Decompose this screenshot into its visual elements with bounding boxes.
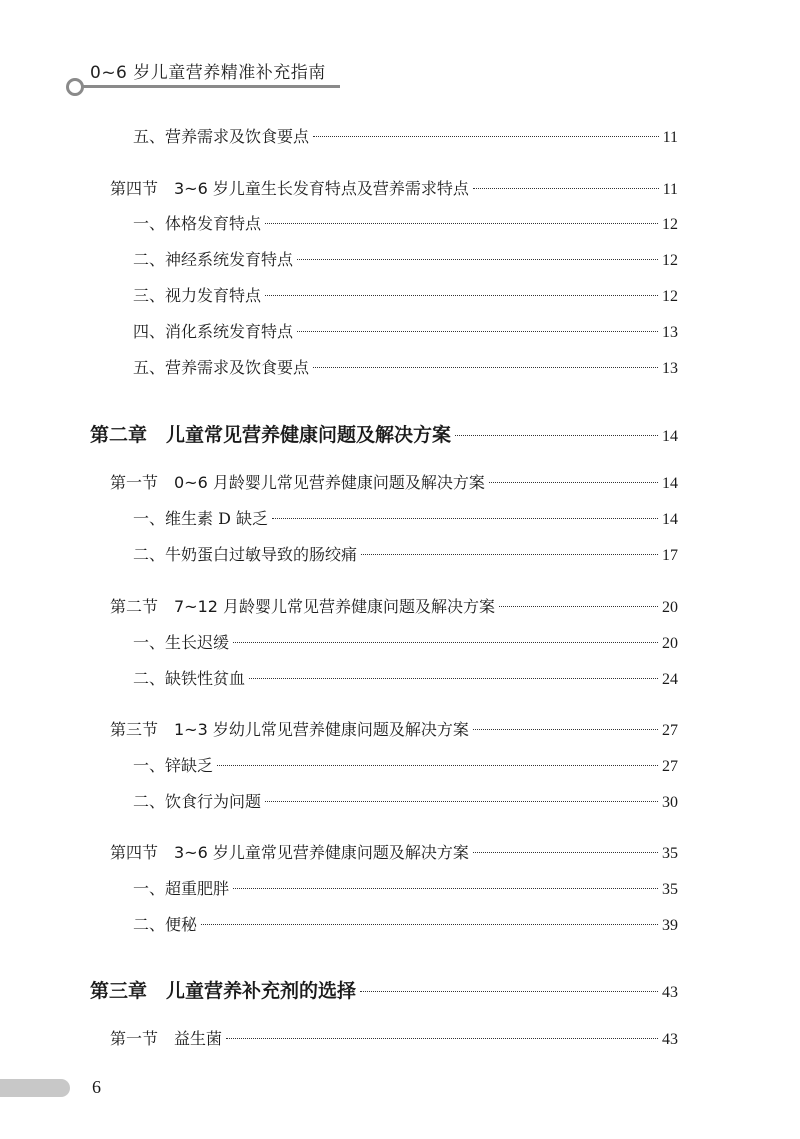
- toc-entry-title: 二、牛奶蛋白过敏导致的肠绞痛: [133, 545, 358, 564]
- toc-entry[interactable]: [133, 124, 678, 147]
- dot-leader: [226, 1038, 658, 1039]
- toc-entry-page: 20: [662, 635, 678, 652]
- toc-section[interactable]: [110, 1026, 678, 1049]
- dot-leader: [360, 991, 658, 992]
- dot-leader: [473, 729, 658, 730]
- toc-entry-page: 12: [662, 216, 678, 233]
- toc-entry[interactable]: [133, 355, 678, 378]
- toc-entry-title: 第一节 0~6 月龄婴儿常见营养健康问题及解决方案: [110, 473, 485, 492]
- dot-leader: [455, 435, 658, 436]
- toc-entry-page: 14: [662, 511, 678, 528]
- toc-entry-page: 27: [662, 722, 678, 739]
- toc-entry-title: 四、消化系统发育特点: [133, 322, 294, 341]
- toc-entry[interactable]: [133, 753, 678, 776]
- toc-entry-title: 一、锌缺乏: [133, 756, 214, 775]
- dot-leader: [499, 606, 658, 607]
- toc-entry-page: 14: [662, 428, 678, 445]
- dot-leader: [313, 367, 658, 368]
- toc-entry-page: 13: [662, 324, 678, 341]
- header-rule: [80, 85, 340, 88]
- toc-section[interactable]: [110, 717, 678, 740]
- toc-entry[interactable]: [133, 283, 678, 306]
- toc-chapter[interactable]: [90, 420, 678, 447]
- toc-entry[interactable]: [133, 876, 678, 899]
- toc-entry-title: 二、缺铁性贫血: [133, 669, 246, 688]
- toc-entry-page: 13: [662, 360, 678, 377]
- toc-entry[interactable]: [133, 506, 678, 529]
- dot-leader: [265, 801, 658, 802]
- toc-entry-page: 43: [662, 984, 678, 1001]
- running-header-title: 0~6 岁儿童营养精准补充指南: [90, 63, 326, 83]
- toc-entry-title: 第四节 3~6 岁儿童常见营养健康问题及解决方案: [110, 843, 469, 862]
- toc-entry-page: 43: [662, 1031, 678, 1048]
- toc-chapter[interactable]: [90, 976, 678, 1003]
- toc-entry-title: 一、生长迟缓: [133, 633, 230, 652]
- dot-leader: [297, 331, 658, 332]
- dot-leader: [272, 518, 658, 519]
- toc-entry-title: 五、营养需求及饮食要点: [133, 127, 310, 146]
- toc-section[interactable]: [110, 594, 678, 617]
- toc-entry-title: 一、超重肥胖: [133, 879, 230, 898]
- toc-entry-title: 第三节 1~3 岁幼儿常见营养健康问题及解决方案: [110, 720, 469, 739]
- dot-leader: [297, 259, 658, 260]
- dot-leader: [489, 482, 658, 483]
- toc-entry[interactable]: [133, 542, 678, 565]
- toc-entry-title: 第二节 7~12 月龄婴儿常见营养健康问题及解决方案: [110, 597, 496, 616]
- toc-entry-page: 12: [662, 252, 678, 269]
- toc-entry-page: 35: [662, 845, 678, 862]
- dot-leader: [265, 295, 658, 296]
- toc-entry-title: 第四节 3~6 岁儿童生长发育特点及营养需求特点: [110, 179, 469, 198]
- toc-entry[interactable]: [133, 319, 678, 342]
- dot-leader: [233, 642, 658, 643]
- toc-entry-title: 第三章 儿童营养补充剂的选择: [90, 980, 357, 1002]
- dot-leader: [361, 554, 658, 555]
- page-number: 6: [92, 1077, 101, 1097]
- toc-entry[interactable]: [133, 789, 678, 812]
- toc-entry-page: 24: [662, 671, 678, 688]
- dot-leader: [201, 924, 658, 925]
- toc-entry[interactable]: [133, 211, 678, 234]
- toc-entry-title: 第二章 儿童常见营养健康问题及解决方案: [90, 424, 452, 446]
- footer-tab-bar: [0, 1079, 70, 1097]
- toc-entry-title: 第一节 益生菌: [110, 1029, 223, 1048]
- header-circle-ornament: [66, 78, 84, 96]
- toc-entry-page: 14: [662, 475, 678, 492]
- toc-entry-title: 一、体格发育特点: [133, 214, 262, 233]
- toc-entry[interactable]: [133, 630, 678, 653]
- toc-entry-page: 35: [662, 881, 678, 898]
- toc-entry[interactable]: [133, 247, 678, 270]
- dot-leader: [233, 888, 658, 889]
- toc-entry-page: 12: [662, 288, 678, 305]
- dot-leader: [249, 678, 658, 679]
- toc-entry-title: 二、神经系统发育特点: [133, 250, 294, 269]
- toc-entry-page: 20: [662, 599, 678, 616]
- toc-section[interactable]: [110, 176, 678, 199]
- toc-entry-page: 17: [662, 547, 678, 564]
- dot-leader: [473, 188, 659, 189]
- toc-entry[interactable]: [133, 666, 678, 689]
- toc-entry-title: 五、营养需求及饮食要点: [133, 358, 310, 377]
- toc-entry-page: 39: [662, 917, 678, 934]
- toc-entry-page: 30: [662, 794, 678, 811]
- toc-entry-page: 11: [662, 181, 678, 198]
- dot-leader: [473, 852, 658, 853]
- toc-section[interactable]: [110, 840, 678, 863]
- dot-leader: [217, 765, 658, 766]
- toc-entry-title: 二、饮食行为问题: [133, 792, 262, 811]
- toc-entry-page: 11: [662, 129, 678, 146]
- toc-entry-page: 27: [662, 758, 678, 775]
- toc-section[interactable]: [110, 470, 678, 493]
- toc-entry[interactable]: [133, 912, 678, 935]
- dot-leader: [313, 136, 659, 137]
- dot-leader: [265, 223, 658, 224]
- toc-entry-title: 一、维生素 D 缺乏: [133, 509, 269, 528]
- toc-entry-title: 二、便秘: [133, 915, 198, 934]
- toc-entry-title: 三、视力发育特点: [133, 286, 262, 305]
